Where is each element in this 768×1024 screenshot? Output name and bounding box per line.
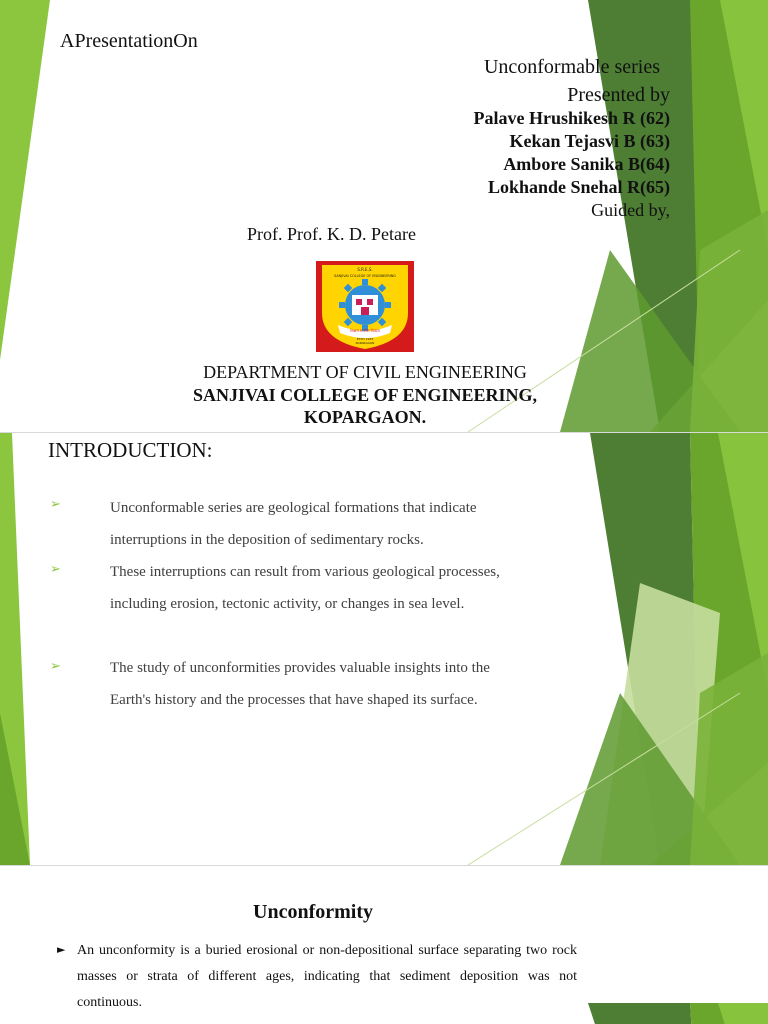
presenter-1: Palave Hrushikesh R (62) [473, 108, 670, 128]
bullet-triangle-icon: ► [57, 943, 66, 956]
unconformity-bullet-1: An unconformity is a buried erosional or non-depositional surface separating two rock masses or strata of different ages, indicating that sediment deposition was not continuous. [77, 943, 577, 1010]
bullet-arrow-icon: ➢ [50, 659, 61, 674]
guided-by-label: Guided by, [591, 200, 670, 220]
presenter-2: Kekan Tejasvi B (63) [509, 131, 670, 151]
presentation-heading: APresentationOn [60, 30, 198, 52]
logo-top-text: S.R.E.S. [357, 267, 373, 272]
department-name: DEPARTMENT OF CIVIL ENGINEERING [203, 362, 527, 382]
intro-bullet-1: Unconformable series are geological formations that indicate interruptions in the deposition of sedimentary rocks. [110, 500, 477, 548]
college-logo [316, 261, 414, 352]
unconformity-slide [0, 866, 768, 1024]
bullet-arrow-icon: ➢ [50, 562, 61, 577]
presenter-4: Lokhande Snehal R(65) [487, 177, 670, 197]
logo-place-text: KOPARGAON [355, 341, 375, 345]
presenter-3: Ambore Sanika B(64) [503, 154, 670, 174]
logo-name-text: SANJIVAI COLLEGE OF ENGINEERING [334, 274, 396, 278]
title-slide [0, 0, 768, 432]
college-city: KOPARGAON. [303, 407, 427, 427]
guide-name: Prof. Prof. K. D. Petare [247, 224, 416, 244]
slide-title: Unconformity [253, 901, 373, 923]
college-name: SANJIVAI COLLEGE OF ENGINEERING, [192, 385, 538, 405]
bullet-arrow-icon: ➢ [50, 497, 61, 512]
slide-title: INTRODUCTION: [48, 438, 213, 462]
introduction-slide [0, 433, 768, 865]
logo-motto-text: शिक्षण समर्पित विकास [350, 329, 380, 333]
presented-by-label: Presented by [567, 84, 670, 106]
logo-estd-text: ESTD 1983 [356, 337, 374, 341]
intro-bullet-2: These interruptions can result from various geological processes, including erosion, tectonic activity, or changes in sea level. [110, 564, 500, 612]
topic-title: Unconformable series [483, 56, 660, 78]
intro-bullet-3: The study of unconformities provides valuable insights into the Earth's history and the processes that have shaped its surface. [110, 660, 490, 708]
